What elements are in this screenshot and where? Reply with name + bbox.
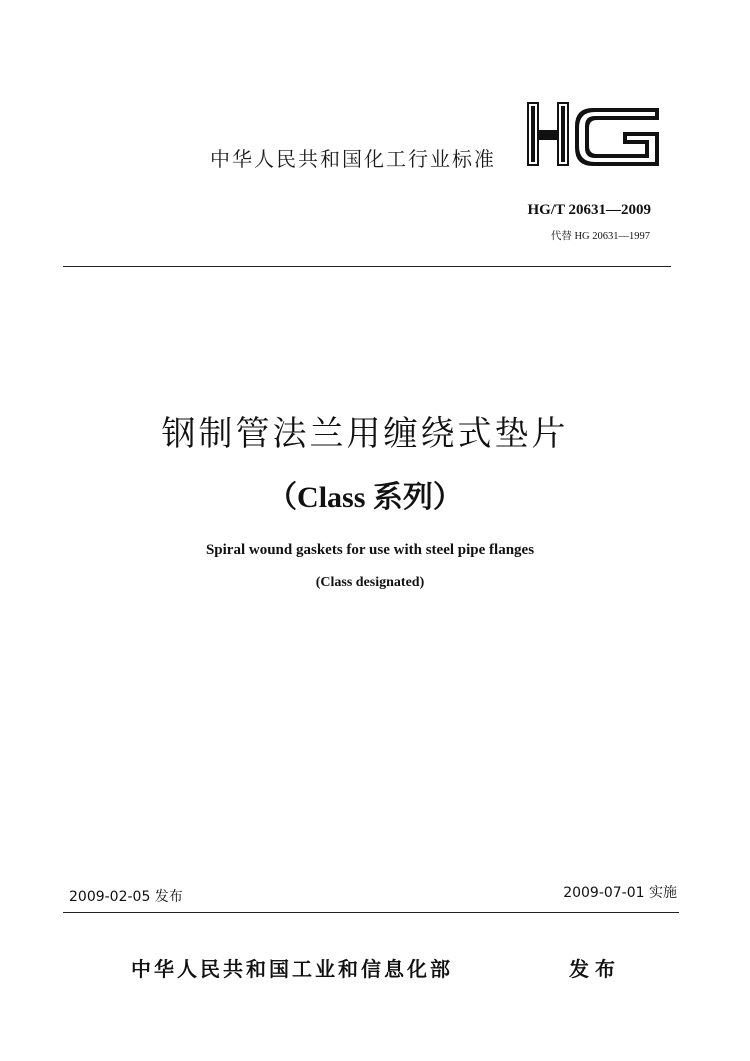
issue-date: 2009-02-05 发布	[69, 889, 183, 905]
subtitle-english: (Class designated)	[315, 575, 425, 590]
implementation-date: 2009-07-01 实施	[563, 885, 677, 901]
standard-category: 中华人民共和国化工行业标准	[210, 147, 496, 171]
publish-label: 发布	[569, 957, 621, 981]
standard-number: HG/T 20631—2009	[527, 202, 651, 218]
subtitle-chinese: （Class 系列）	[267, 481, 463, 514]
replaces-standard: 代替 HG 20631—1997	[550, 231, 650, 242]
footer-divider	[63, 912, 679, 913]
title-english: Spiral wound gaskets for use with steel pipe flanges	[205, 542, 535, 558]
publisher: 中华人民共和国工业和信息化部	[131, 957, 453, 981]
title-chinese: 钢制管法兰用缠绕式垫片	[161, 414, 569, 454]
hg-logo	[527, 102, 659, 166]
header-divider	[63, 266, 671, 267]
